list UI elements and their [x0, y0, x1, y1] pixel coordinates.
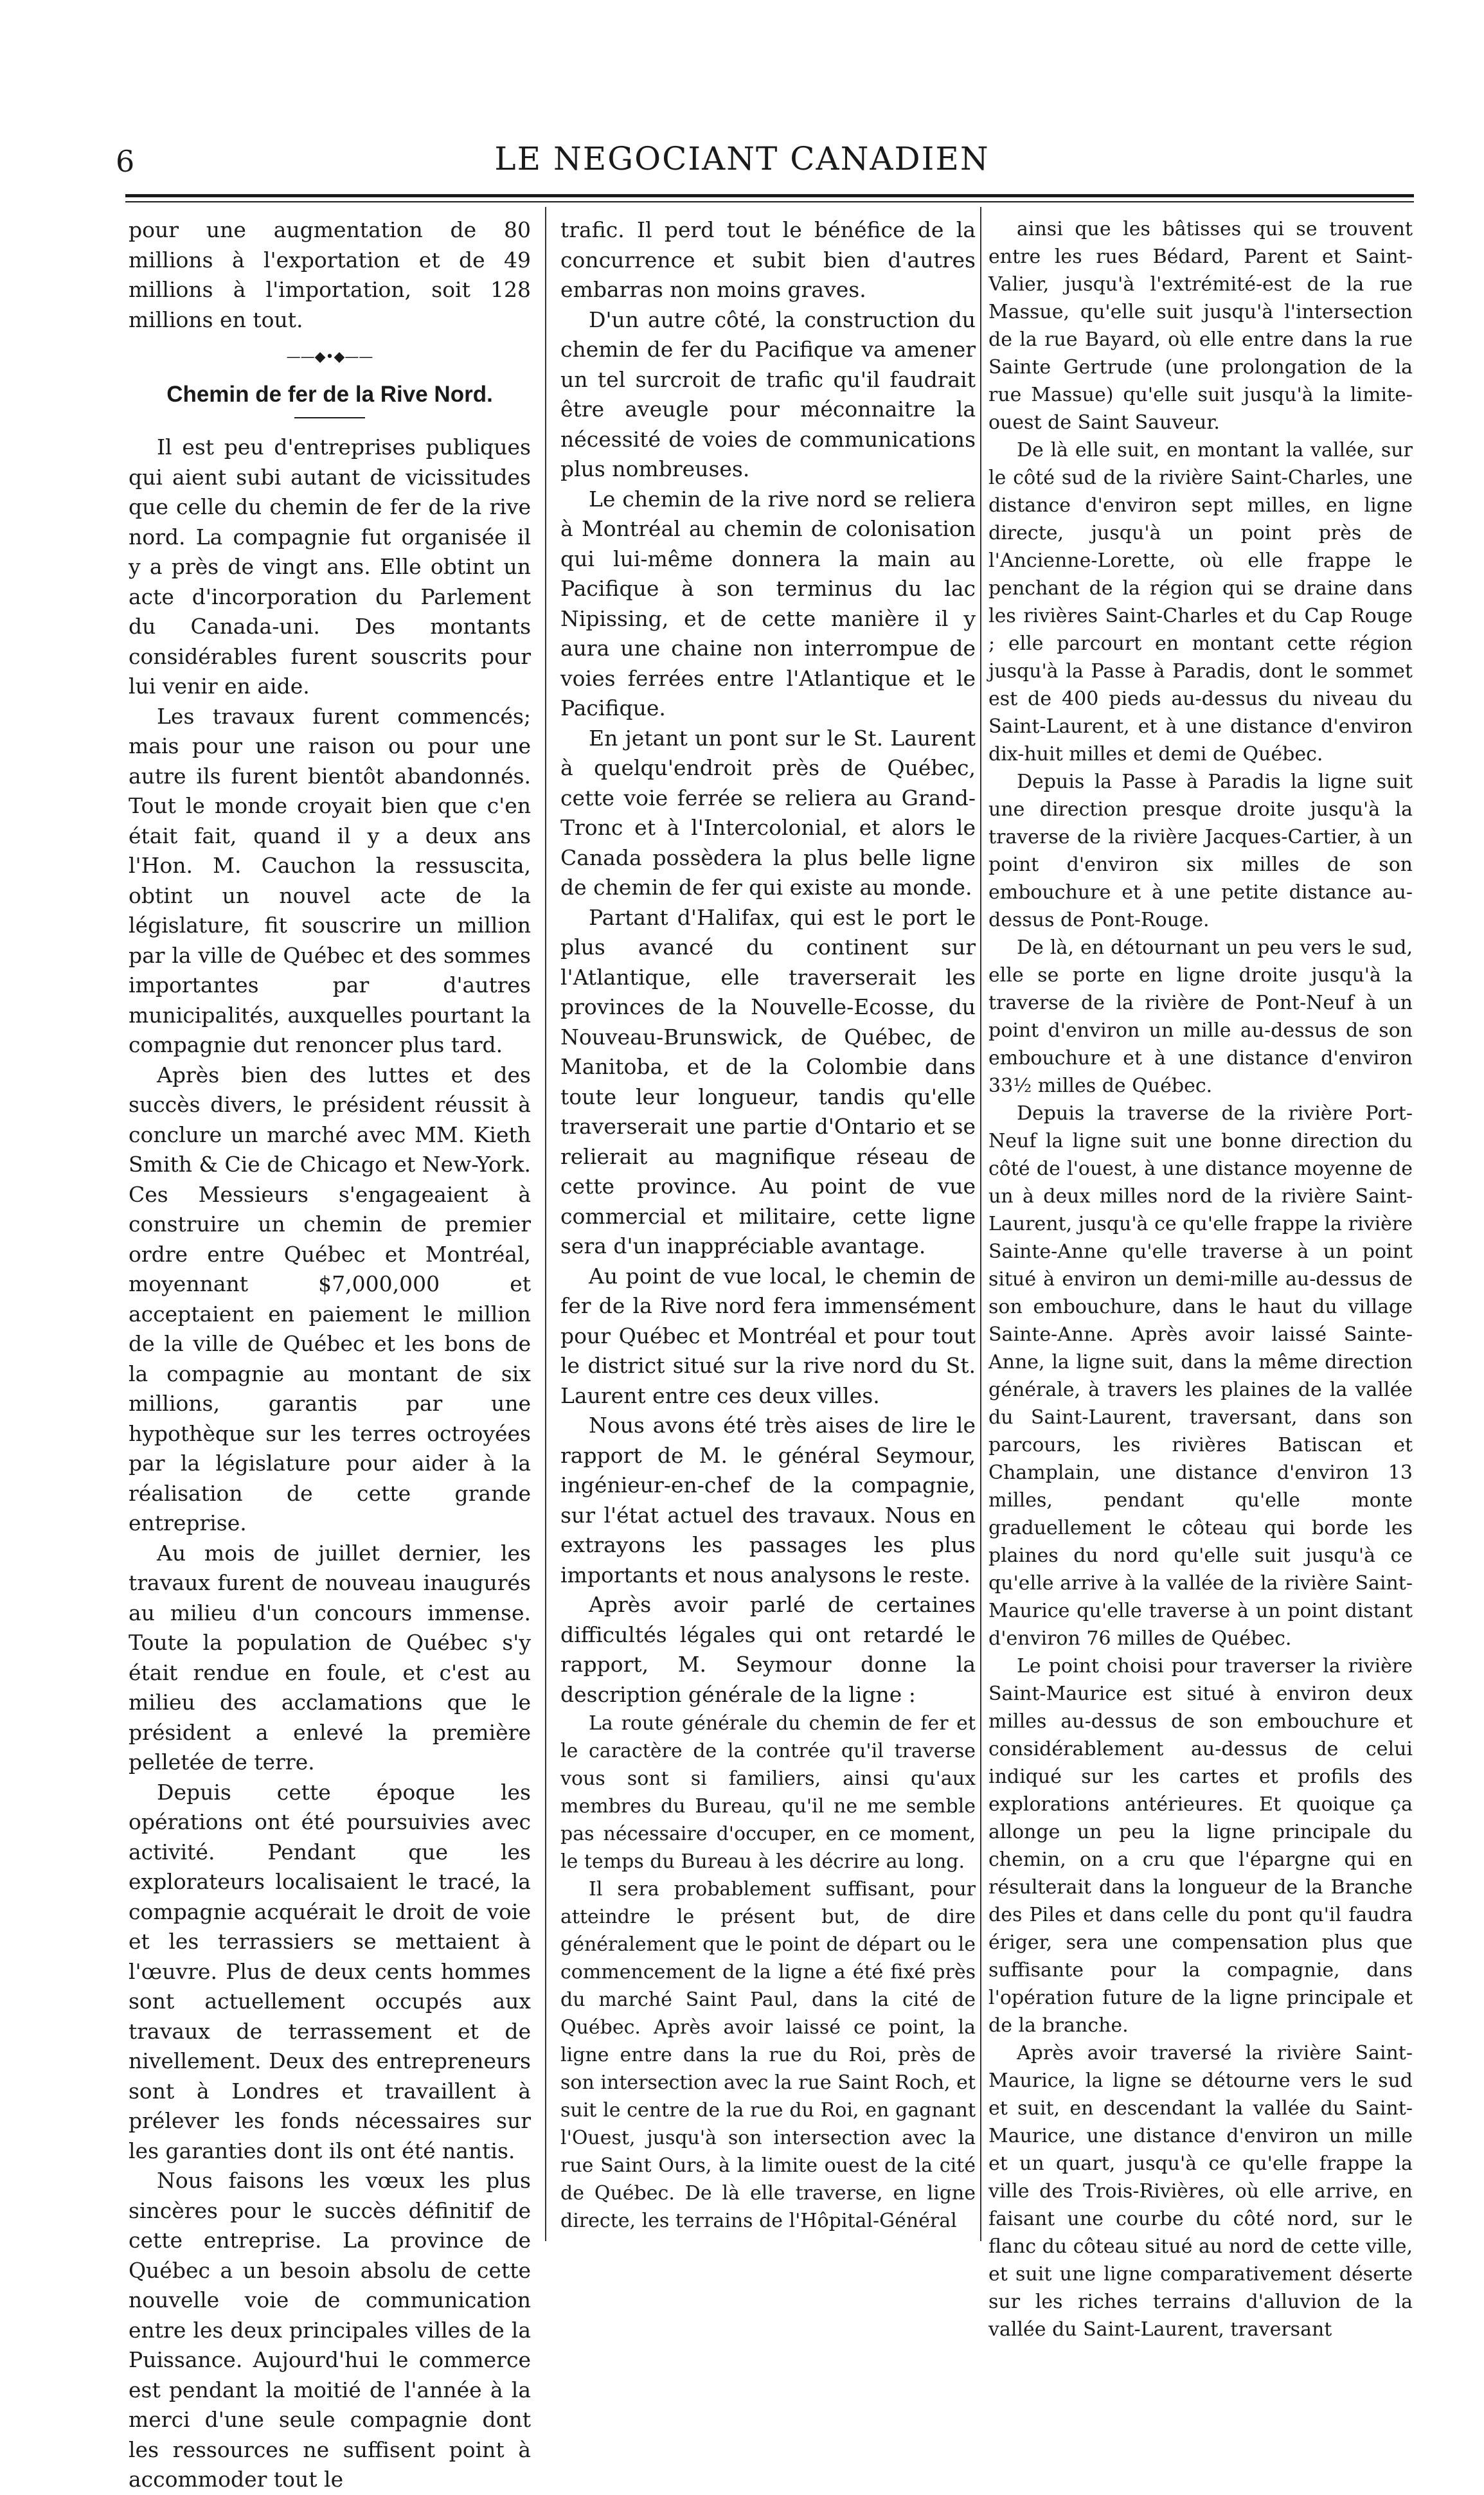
article-paragraph: Nous avons été très aises de lire le rapport de M. le général Seymour, ingénieur-en-chef de la compagnie, sur l'état actuel des travaux. Nous en extrayons les passages les plus importants et nous analysons le reste. [560, 1413, 976, 1587]
quoted-paragraph: Après avoir traversé la rivière Saint-Maurice, la ligne se détourne vers le sud et suit, en descendant la vallée du Saint-Maurice, une distance d'environ un mille et un quart, jusqu'à ce qu'elle frappe la ville des Trois-Rivières, où elle arrive, en faisant une courbe du côté nord, sur le flanc du côteau situé au nord de cette ville, et suit une ligne comparativement déserte sur les riches terrains d'alluvion de la vallée du Saint-Laurent, traversant [988, 2042, 1413, 2341]
article-paragraph: Au point de vue local, le chemin de fer de la Rive nord fera immensément pour Québec et Montréal et pour tout le district situé sur la rive nord du St. Laurent entre ces deux villes. [560, 1263, 976, 1408]
article-paragraph: Au mois de juillet dernier, les travaux furent de nouveau inaugurés au milieu d'un concours immense. Toute la population de Québec s'y était rendue en foule, et c'est au milieu des acclamations que le président a enlevé la première pelletée de terre. [129, 1540, 531, 1775]
column-3 [988, 215, 1413, 2341]
article-paragraph: Les travaux furent commencés; mais pour une raison ou pour une autre ils furent bientôt abandonnés. Tout le monde croyait bien que c'en était fait, quand il y a deux ans l'Hon. M. Cauchon la ressuscita, obtint un nouvel acte de la législature, fit souscrire un million par la ville de Québec et des sommes importantes par d'autres municipalités, auxquelles pourtant la compagnie dut renoncer plus tard. [129, 703, 531, 1057]
article-paragraph: D'un autre côté, la construction du chemin de fer du Pacifique va amener un tel surcroit de trafic qu'il faudrait être aveugle pour méconnaitre la nécessité de voies de communications plus nombreuses. [560, 307, 976, 481]
article-paragraph: Partant d'Halifax, qui est le port le plus avancé du continent sur l'Atlantique, elle traverserait les provinces de la Nouvelle-Ecosse, du Nouveau-Brunswick, de Québec, de Manitoba, et de la Colombie dans toute leur longueur, tandis qu'elle traverserait une partie d'Ontario et se relierait au magnifique réseau de cette province. Au point de vue commercial et militaire, cette ligne sera d'un inappréciable avantage. [560, 904, 976, 1258]
article-paragraph: En jetant un pont sur le St. Laurent à quelqu'endroit près de Québec, cette voie ferrée se reliera au Grand-Tronc et à l'Intercolonial, et alors le Canada possèdera la plus belle ligne de chemin de fer qui existe au monde. [560, 725, 976, 900]
quoted-paragraph: ainsi que les bâtisses qui se trouvent entre les rues Bédard, Parent et Saint-Valier, jusqu'à l'extrémité-est de la rue Massue, qu'elle suit jusqu'à l'intersection de la rue Bayard, où elle entre dans la rue Sainte Gertrude (une prolongation de la rue Massue) qu'elle suit jusqu'à la limite-ouest de Saint Sauveur. [988, 218, 1413, 434]
section-heading: Chemin de fer de la Rive Nord. [166, 382, 493, 407]
quoted-paragraph: Le point choisi pour traverser la rivière Saint-Maurice est situé à environ deux milles au-dessus de son embouchure et considérablement au-dessus de celui indiqué sur les cartes et profils des explorations antérieures. Et quoique ça allonge un peu la ligne principale du chemin, on a cru que l'épargne qui en résulterait dans la longueur de la Branche des Piles et dans celle du pont qu'il faudra ériger, sera une compensation plus que suffisante pour la compagnie, dans l'opération future de la ligne principale et de la branche. [988, 1655, 1413, 2037]
quoted-paragraph: Depuis la traverse de la rivière Port-Neuf la ligne suit une bonne direction du côté de l'ouest, à une distance moyenne de un à deux milles nord de la rivière Saint-Laurent, jusqu'à ce qu'elle frappe la rivière Sainte-Anne qu'elle traverse à un point situé à environ un demi-mille au-dessus de son embouchure, dans le haut du village Sainte-Anne. Après avoir laissé Sainte-Anne, la ligne suit, dans la même direction générale, à travers les plaines de la vallée du Saint-Laurent, traversant, dans son parcours, les rivières Batiscan et Champlain, une distance d'environ 13 milles, pendant qu'elle monte graduellement le côteau qui borde les plaines du nord qu'elle suit jusqu'à ce qu'elle arrive à la vallée de la rivière Saint-Maurice qu'elle traverse à un point distant d'environ 76 milles de Québec. [988, 1102, 1413, 1650]
article-paragraph: Depuis cette époque les opérations ont été poursuivies avec activité. Pendant que les explorateurs localisaient le tracé, la compagnie acquérait le droit de voie et les terrassiers se mettaient à l'œuvre. Plus de deux cents hommes sont actuellement occupés aux travaux de terrassement et de nivellement. Deux des entrepreneurs sont à Londres et travaillent à prélever les fonds nécessaires sur les garanties dont ils ont été nantis. [129, 1779, 531, 2163]
column-separator [545, 207, 546, 2241]
column-2 [560, 215, 976, 2246]
quoted-paragraph: Il sera probablement suffisant, pour atteindre le présent but, de dire généralement que le point de départ ou le commencement de la ligne a été fixé près du marché Saint Paul, dans la cité de Québec. Après avoir laissé ce point, la ligne entre dans la rue du Roi, près de son intersection avec la rue Saint Roch, et suit le centre de la rue du Roi, en gagnant l'Ouest, jusqu'à son intersection avec la rue Saint Ours, à la limite ouest de la cité de Québec. De là elle traverse, en ligne directe, les terrains de l'Hôpital-Général [560, 1878, 976, 2232]
article-paragraph: Après bien des luttes et des succès divers, le président réussit à conclure un marché avec MM. Kieth Smith & Cie de Chicago et New-York. Ces Messieurs s'engageaient à construire un chemin de premier ordre entre Québec et Montréal, moyennant $7,000,000 et acceptaient en paiement le million de la ville de Québec et les bons de la compagnie au montant de six millions, garantis par une hypothèque sur les terres octroyées par la législature pour aider à la réalisation de cette grande entreprise. [129, 1062, 531, 1535]
header-rule-thick [125, 194, 1414, 197]
quoted-paragraph: De là elle suit, en montant la vallée, sur le côté sud de la rivière Saint-Charles, une distance d'environ sept milles, en ligne directe, jusqu'à un point près de l'Ancienne-Lorette, où elle frappe le penchant de la région qui se draine dans les rivières Saint-Charles et du Cap Rouge ; elle parcourt en montant cette région jusqu'à la Passe à Paradis, dont le sommet est de 400 pieds au-dessus du niveau du Saint-Laurent, et à une distance d'environ dix-huit milles et demi de Québec. [988, 439, 1413, 765]
ornament-divider: ——◆•◆—— [286, 349, 373, 365]
column-1 [129, 215, 531, 2492]
short-rule [294, 417, 365, 418]
quoted-paragraph: De là, en détournant un peu vers le sud, elle se porte en ligne droite jusqu'à la traverse de la rivière de Pont-Neuf à un point d'environ un mille au-dessus de son embouchure et à une distance d'environ 33½ milles de Québec. [988, 936, 1413, 1097]
page-number: 6 [116, 144, 135, 179]
article-paragraph: pour une augmentation de 80 millions à l'exportation et de 49 millions à l'importation, soit 128 millions en tout. [129, 217, 531, 332]
article-paragraph: Le chemin de la rive nord se reliera à Montréal au chemin de colonisation qui lui-même donnera la main au Pacifique à son terminus du lac Nipissing, et de cette manière il y aura une chaine non interrompue de voies ferrées entre l'Atlantique et le Pacifique. [560, 486, 976, 720]
quoted-paragraph: La route générale du chemin de fer et le caractère de la contrée qu'il traverse vous sont si familiers, ainsi qu'aux membres du Bureau, qu'il ne me semble pas nécessaire d'occuper, en ce moment, le temps du Bureau à les décrire au long. [560, 1712, 976, 1873]
article-paragraph: trafic. Il perd tout le bénéfice de la concurrence et subit bien d'autres embarras non moins graves. [560, 217, 976, 302]
quoted-paragraph: Depuis la Passe à Paradis la ligne suit une direction presque droite jusqu'à la traverse de la rivière Jacques-Cartier, à un point d'environ six milles de son embouchure et à une petite distance au-dessus de Pont-Rouge. [988, 771, 1413, 931]
column-separator [980, 207, 981, 2241]
article-paragraph: Il est peu d'entreprises publiques qui aient subi autant de vicissitudes que celle du chemin de fer de la rive nord. La compagnie fut organisée il y a près de vingt ans. Elle obtint un acte d'incorporation du Parlement du Canada-uni. Des montants considérables furent souscrits pour lui venir en aide. [129, 434, 531, 699]
masthead-title: LE NEGOCIANT CANADIEN [494, 140, 990, 177]
header-rule-thin [125, 201, 1414, 202]
article-paragraph: Après avoir parlé de certaines difficultés légales qui ont retardé le rapport, M. Seymour donne la description générale de la ligne : [560, 1592, 976, 1707]
article-paragraph: Nous faisons les vœux les plus sincères pour le succès définitif de cette entreprise. La province de Québec a un besoin absolu de cette nouvelle voie de communication entre les deux principales villes de la Puissance. Aujourd'hui le commerce est pendant la moitié de l'année à la merci d'une seule compagnie dont les ressources ne suffisent point à accommoder tout le [129, 2168, 531, 2492]
